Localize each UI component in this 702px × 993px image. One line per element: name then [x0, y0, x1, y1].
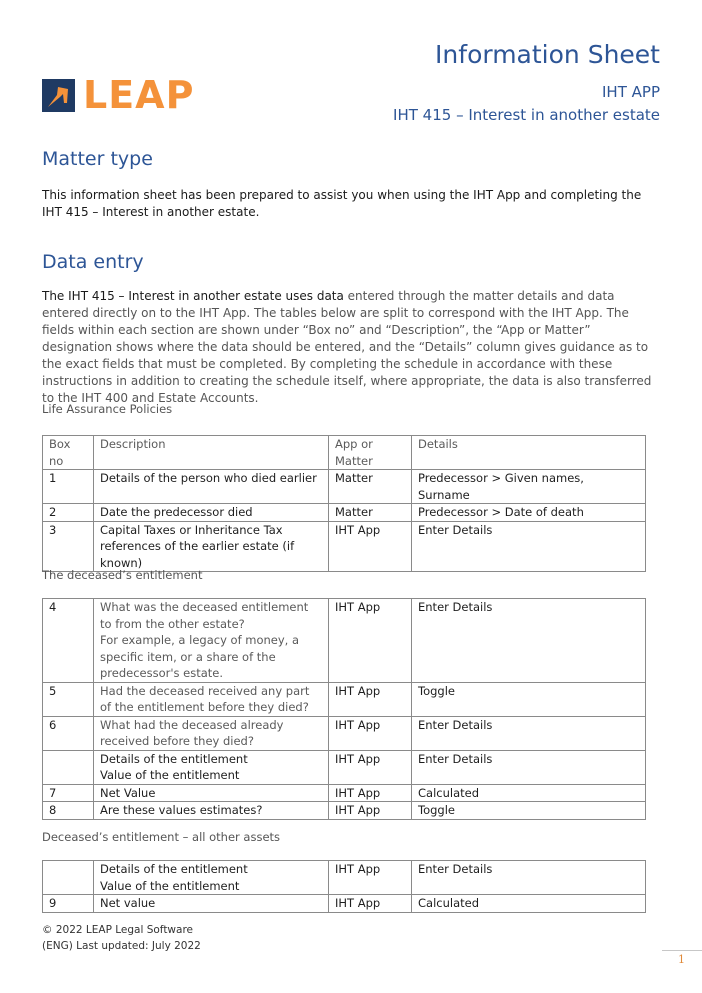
table-row: [43, 750, 646, 784]
data-entry-text-rest: entered through the matter details and data entered directly on to the IHT App. The tables below are split to correspond with the IHT App. The fields within each section are shown under “Box no” and “Description”, the “App or Matter” designation shows where the data should be entered, and the “Details” column gives guidance as to the exact fields that must be completed. By completing the schedule in accordance with these instructions in addition to creating the schedule itself, where appropriate, the data is also transferred to the IHT 400 and Estate Accounts.: [42, 289, 652, 405]
details: Enter Details: [412, 716, 646, 750]
details: Enter Details: [412, 521, 646, 572]
box-no: 4: [43, 599, 94, 683]
app-or-matter: IHT App: [329, 784, 412, 802]
table-row: [43, 784, 646, 802]
app-or-matter: IHT App: [329, 521, 412, 572]
box-no: 7: [43, 784, 94, 802]
description: Net value: [94, 895, 329, 913]
page-subtitle-form: IHT 415 – Interest in another estate: [393, 106, 660, 124]
description: Capital Taxes or Inheritance Tax references of the earlier estate (if known): [94, 521, 329, 572]
description: [94, 750, 329, 784]
description-line: Value of the entitlement: [100, 768, 240, 782]
details: Predecessor > Given names, Surname: [412, 470, 646, 504]
app-or-matter: IHT App: [329, 750, 412, 784]
table-row: [43, 521, 646, 572]
table-row: [43, 682, 646, 716]
app-or-matter: IHT App: [329, 895, 412, 913]
app-or-matter: Matter: [329, 504, 412, 522]
table-caption-life-assurance: Life Assurance Policies: [42, 402, 173, 416]
box-no: [43, 750, 94, 784]
description: Had the deceased received any part of the entitlement before they died?: [94, 682, 329, 716]
box-no: 9: [43, 895, 94, 913]
box-no: 6: [43, 716, 94, 750]
footer-copyright: © 2022 LEAP Legal Software: [42, 924, 193, 936]
box-no: 2: [43, 504, 94, 522]
description-line: What was the deceased entitlement to from the other estate?: [100, 600, 309, 631]
data-entry-text: [42, 288, 660, 407]
leap-logo: [42, 73, 195, 117]
details: Enter Details: [412, 861, 646, 895]
box-no: 8: [43, 802, 94, 820]
description-line: Details of the entitlement: [100, 862, 248, 876]
description: Net Value: [94, 784, 329, 802]
box-no: [43, 861, 94, 895]
table-caption-all-other-assets: Deceased’s entitlement – all other assets: [42, 830, 281, 844]
table-row: [43, 470, 646, 504]
app-or-matter: IHT App: [329, 682, 412, 716]
page-number-divider: [662, 950, 702, 951]
page-title: Information Sheet: [435, 40, 660, 69]
table-row: [43, 895, 646, 913]
box-no: 3: [43, 521, 94, 572]
leap-mark-icon: [42, 79, 75, 112]
page-subtitle-app: IHT APP: [602, 83, 660, 101]
deceased-entitlement-table: [42, 598, 646, 820]
table-row: [43, 599, 646, 683]
box-no: 1: [43, 470, 94, 504]
description: [94, 599, 329, 683]
description: [94, 861, 329, 895]
app-or-matter: IHT App: [329, 599, 412, 683]
header-app-or-matter: App or Matter: [329, 436, 412, 470]
details: Toggle: [412, 682, 646, 716]
app-or-matter: IHT App: [329, 716, 412, 750]
details: Enter Details: [412, 750, 646, 784]
table-row: [43, 861, 646, 895]
header-details: Details: [412, 436, 646, 470]
header-box-no: Box no: [43, 436, 94, 470]
box-no: 5: [43, 682, 94, 716]
app-or-matter: IHT App: [329, 861, 412, 895]
details: Toggle: [412, 802, 646, 820]
details: Calculated: [412, 784, 646, 802]
description: Are these values estimates?: [94, 802, 329, 820]
matter-type-text: This information sheet has been prepared to assist you when using the IHT App and completing the IHT 415 – Interest in another estate.: [42, 188, 642, 219]
data-entry-heading: Data entry: [42, 251, 144, 273]
description-line: Value of the entitlement: [100, 878, 240, 893]
details: Calculated: [412, 895, 646, 913]
table-header-row: [43, 436, 646, 470]
logo-text: LEAP: [83, 73, 195, 117]
page-number: 1: [678, 953, 685, 966]
header-description: Description: [94, 436, 329, 470]
matter-type-heading: Matter type: [42, 148, 153, 170]
description-example: For example, a legacy of money, a specific item, or a share of the predecessor's estate.: [100, 633, 300, 680]
table-row: [43, 716, 646, 750]
description: Details of the person who died earlier: [94, 470, 329, 504]
all-other-assets-table: [42, 860, 646, 913]
details: Predecessor > Date of death: [412, 504, 646, 522]
app-or-matter: IHT App: [329, 802, 412, 820]
details: Enter Details: [412, 599, 646, 683]
life-assurance-table: [42, 435, 646, 572]
table-row: [43, 504, 646, 522]
table-caption-deceased-entitlement: The deceased’s entitlement: [42, 568, 203, 582]
data-entry-text-lead: The IHT 415 – Interest in another estate uses data: [42, 289, 344, 303]
footer: [42, 922, 201, 954]
footer-last-updated: (ENG) Last updated: July 2022: [42, 940, 201, 952]
description-line: Details of the entitlement: [100, 751, 248, 766]
app-or-matter: Matter: [329, 470, 412, 504]
description: What had the deceased already received before they died?: [94, 716, 329, 750]
description: Date the predecessor died: [94, 504, 329, 522]
table-row: [43, 802, 646, 820]
